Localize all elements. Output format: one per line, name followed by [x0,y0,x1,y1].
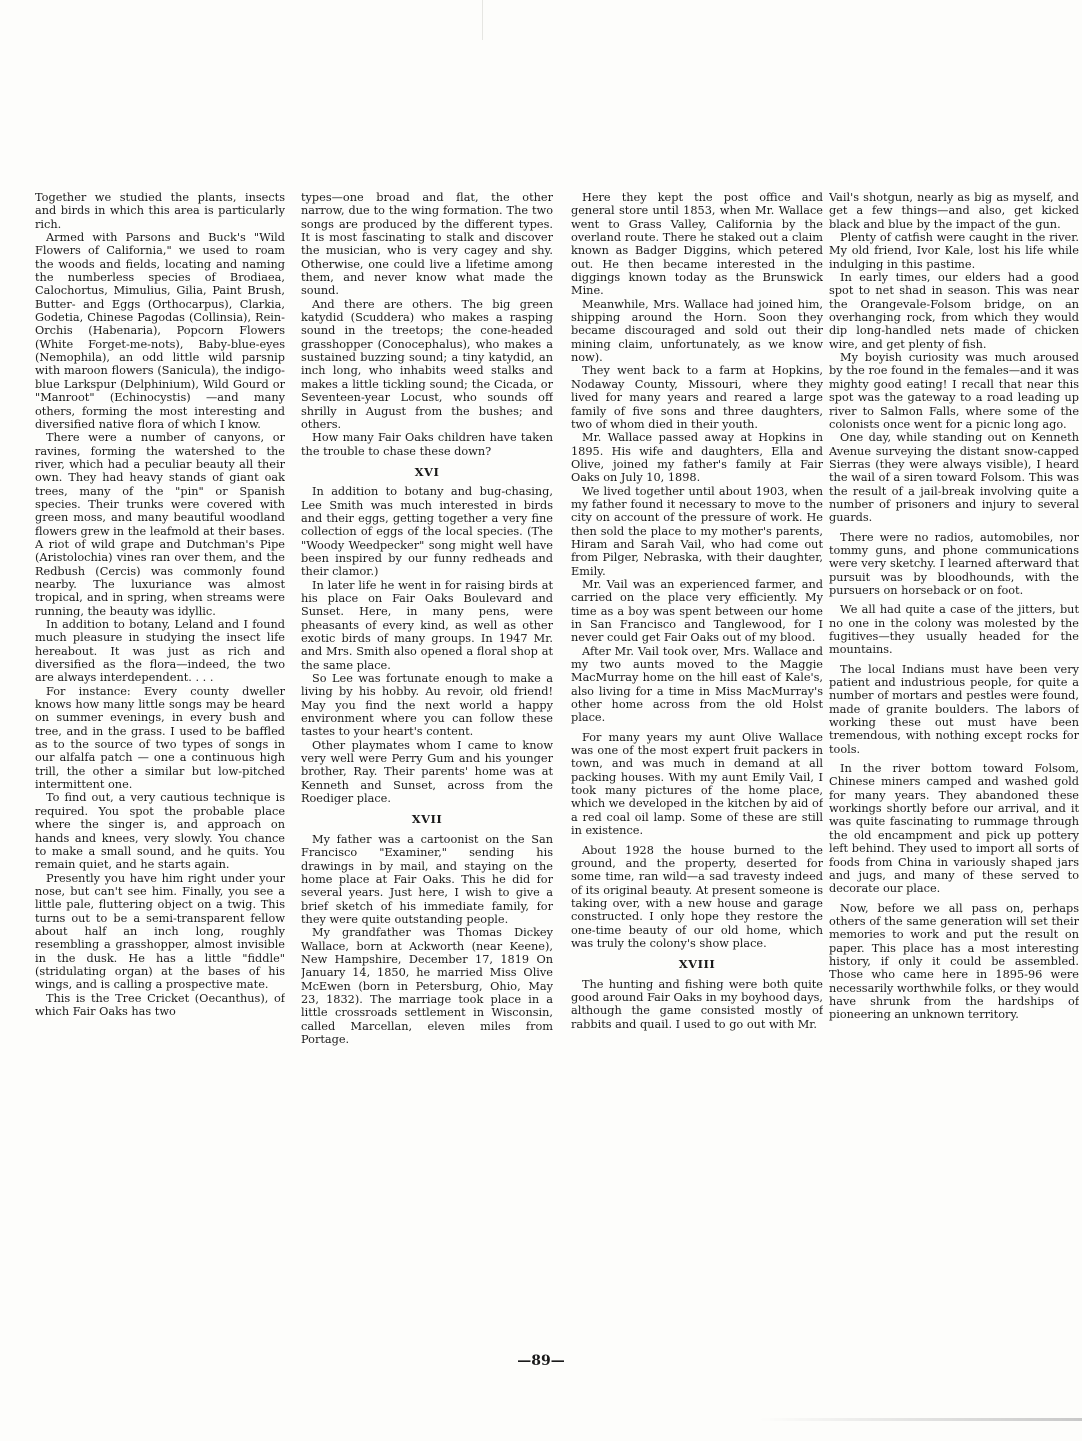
paragraph: How many Fair Oaks children have taken the trouble to chase these down? [301,431,553,458]
paragraph: Here they kept the post office and general store until 1853, when Mr. Wallace went to Grass Valley, California by the overland route. There he staked out a claim known as Badger Diggins, which petered out. He then became interested in the diggings known today as the Brunswick Mine. [571,191,823,298]
scan-edge [760,1418,1082,1421]
paragraph: And there are others. The big green katydid (Scuddera) who makes a rasping sound in the treetops; the cone-headed grasshopper (Conocephalus), who makes a sustained buzzing sound; a tiny katydid, an inch long, who inhabits weed stalks and makes a little tickling sound; the Cicada, or Seventeen-year Locust, who sounds off shrilly in August from the bushes; and others. [301,297,553,431]
paragraph: Plenty of catfish were caught in the river. My old friend, Ivor Kale, lost his life while indulging in this pastime. [829,231,1079,271]
paragraph: The hunting and fishing were both quite good around Fair Oaks in my boyhood days, although the game consisted mostly of rabbits and quail. I used to go out with Mr. [571,977,823,1031]
paragraph: Together we studied the plants, insects and birds in which this area is particularly rich. [35,191,285,231]
paragraph: My boyish curiosity was much aroused by the roe found in the females—and it was mighty good eating! I recall that near this spot was the gateway to a road leading up river to Salmon Falls, where some of the colonists once went for a picnic long ago. [829,351,1079,431]
paragraph: Mr. Wallace passed away at Hopkins in 1895. His wife and daughters, Ella and Olive, joined my father's family at Fair Oaks on July 10, 1898. [571,431,823,485]
paragraph: To find out, a very cautious technique is required. You spot the probable place where the singer is, and approach on hands and knees, very slowly. You chance to make a small sound, and he quits. You remain quiet, and he starts again. [35,791,285,872]
paragraph: They went back to a farm at Hopkins, Nodaway County, Missouri, where they lived for many years and reared a large family of five sons and three daughters, two of whom died in their youth. [571,364,823,431]
paragraph: My grandfather was Thomas Dickey Wallace, born at Ackworth (near Keene), New Hampshire, December 17, 1819 On January 14, 1850, he married Miss Olive McEwen (born in Petersburg, Ohio, May 23, 1832). The marriage took place in a little crossroads settlement in Wisconsin, called Marcellan, eleven miles from Portage. [301,926,553,1046]
paragraph: One day, while standing out on Kenneth Avenue surveying the distant snow-capped Sierras (they were always visible), I heard the wail of a siren toward Folsom. This was the result of a jail-break involving quite a number of prisoners and injury to several guards. [829,431,1079,525]
text-column-1 [35,191,285,1221]
paragraph: Other playmates whom I came to know very well were Perry Gum and his younger brother, Ray. Their parents' home was at Kenneth and Sunset, across from the Roediger place. [301,738,553,806]
paragraph: This is the Tree Cricket (Oecanthus), of which Fair Oaks has two [35,991,285,1018]
paragraph: My father was a cartoonist on the San Francisco "Examiner," sending his drawings in by mail, and staying on the home place at Fair Oaks. This he did for several years. Just here, I wish to give a brief sketch of his immediate family, for they were quite outstanding people. [301,832,553,926]
paragraph: For many years my aunt Olive Wallace was one of the most expert fruit packers in town, and was much in demand at all packing houses. With my aunt Emily Vail, I took many pictures of the home place, which we developed in the kitchen by aid of a red coal oil lamp. Some of these are still in existence. [571,730,823,838]
paragraph: After Mr. Vail took over, Mrs. Wallace and my two aunts moved to the Maggie MacMurray home on the hill east of Kale's, also living for a time in Miss MacMurray's other home across from the old Holst place. [571,644,823,725]
paragraph: So Lee was fortunate enough to make a living by his hobby. Au revoir, old friend! May you find the next world a happy environment where you can follow these tastes to your heart's content. [301,672,553,739]
paragraph: In early times, our elders had a good spot to net shad in season. This was near the Orangevale-Folsom bridge, on an overhanging rock, from which they would dip long-handled nets made of chicken wire, and get plenty of fish. [829,271,1079,351]
paragraph: Now, before we all pass on, perhaps others of the same generation will set their memories to work and put the result on paper. This place has a most interesting history, if only it could be assembled. Those who came here in 1895-96 were necessarily worthwhile folks, or they would have shrunk from the hardships of pioneering an unknown territory. [829,901,1079,1022]
text-column-4 [829,191,1079,1221]
paragraph: There were a number of canyons, or ravines, forming the watershed to the river, which had a peculiar beauty all their own. They had heavy stands of giant oak trees, many of the "pin" or Spanish species. Their trunks were covered with green moss, and many beautiful woodland flowers grew in the leafmold at their bases. A riot of wild grape and Dutchman's Pipe (Aristolochia) vines ran over them, and the Redbush (Cercis) was commonly found nearby. The luxuriance was almost tropical, and in spring, when streams were running, the beauty was idyllic. [35,431,285,618]
paragraph: We all had quite a case of the jitters, but no one in the colony was molested by the fugitives—they usually headed for the mountains. [829,603,1079,657]
scan-artifact [482,0,483,40]
paragraph: Meanwhile, Mrs. Wallace had joined him, shipping around the Horn. Soon they became discouraged and sold out their mining claim, unfortunately, as we know now). [571,297,823,365]
paragraph: types—one broad and flat, the other narrow, due to the wing formation. The two songs are produced by the different types. It is most fascinating to stalk and discover the musician, who is very cagey and shy. Otherwise, one could live a lifetime among them, and never know what made the sound. [301,191,553,298]
section-heading: XVI [414,464,440,479]
paragraph: Armed with Parsons and Buck's "Wild Flowers of California," we used to roam the woods and fields, locating and naming the numberless species of Brodiaea, Calochortus, Mimulius, Gilia, Paint Brush, Butter- and Eggs (Orthocarpus), Clarkia, Godetia, Chinese Pagodas (Collinsia), Rein-Orchis (Habenaria), Popcorn Flowers (White Forget-me-nots), Baby-blue-eyes (Nemophila), an odd little wild parsnip with maroon flowers (Sanicula), the indigo-blue Larkspur (Delphinium), Wild Gourd or "Manroot" (Echinocystis) —and many others, forming the most interesting and diversified native flora of which I know. [35,231,285,431]
section-heading: XVIII [678,957,716,972]
paragraph: In the river bottom toward Folsom, Chinese miners camped and washed gold for many years. They abandoned these workings shortly before our arrival, and it was quite fascinating to rummage through the old encampment and pick up pottery left behind. They used to import all sorts of foods from China in variously shaped jars and jugs, and many of these served to decorate our place. [829,762,1079,896]
paragraph: We lived together until about 1903, when my father found it necessary to move to the city on account of the pressure of work. He then sold the place to my mother's parents, Hiram and Sarah Vail, who had come out from Pilger, Nebraska, with their daughter, Emily. [571,484,823,578]
paragraph: About 1928 the house burned to the ground, and the property, deserted for some time, ran wild—a sad travesty indeed of its original beauty. At present someone is taking over, with a new house and garage constructed. I only hope they restore the one-time beauty of our old home, which was truly the colony's show place. [571,843,823,950]
paragraph: Mr. Vail was an experienced farmer, and carried on the place very efficiently. My time as a boy was spent between our home in San Francisco and Tanglewood, for I never could get Fair Oaks out of my blood. [571,577,823,645]
paragraph: The local Indians must have been very patient and industrious people, for quite a number of mortars and pestles were found, made of granite boulders. The labors of working these out must have been tremendous, with nothing except rocks for tools. [829,662,1079,756]
paragraph: In later life he went in for raising birds at his place on Fair Oaks Boulevard and Sunset. Here, in many pens, were pheasants of every kind, as well as other exotic birds of many groups. In 1947 Mr. and Mrs. Smith also opened a floral shop at the same place. [301,578,553,672]
paragraph: For instance: Every county dweller knows how many little songs may be heard on summer evenings, in every bush and tree, and in the grass. I used to be baffled as to the source of two types of songs in our alfalfa patch — one a continuous high trill, the other a similar but low-pitched intermittent one. [35,684,285,792]
section-heading: XVII [411,812,443,827]
paragraph: In addition to botany, Leland and I found much pleasure in studying the insect life hereabout. It was just as rich and diversified as the flora—indeed, the two are always interdependent. . . . [35,618,285,685]
paragraph: Vail's shotgun, nearly as big as myself, and get a few things—and also, get kicked black and blue by the impact of the gun. [829,191,1079,231]
text-column-2 [301,191,553,1221]
text-column-3 [571,191,823,1221]
paragraph: There were no radios, automobiles, nor tommy guns, and phone communications were very sketchy. I learned afterward that pursuit was by bloodhounds, with the pursuers on horseback or on foot. [829,530,1079,597]
paragraph: Presently you have him right under your nose, but can't see him. Finally, you see a little pale, fluttering object on a twig. This turns out to be a semi-transparent fellow about half an inch long, roughly resembling a grasshopper, almost invisible in the dusk. He has a little "fiddle" (stridulating organ) at the bases of his wings, and is calling a prospective mate. [35,871,285,992]
page-number: —89— [517,1353,565,1369]
paragraph: In addition to botany and bug-chasing, Lee Smith was much interested in birds and their eggs, getting together a very fine collection of eggs of the local species. (The "Woody Weedpecker" song might well have been inspired by our funny redheads and their clamor.) [301,485,553,579]
